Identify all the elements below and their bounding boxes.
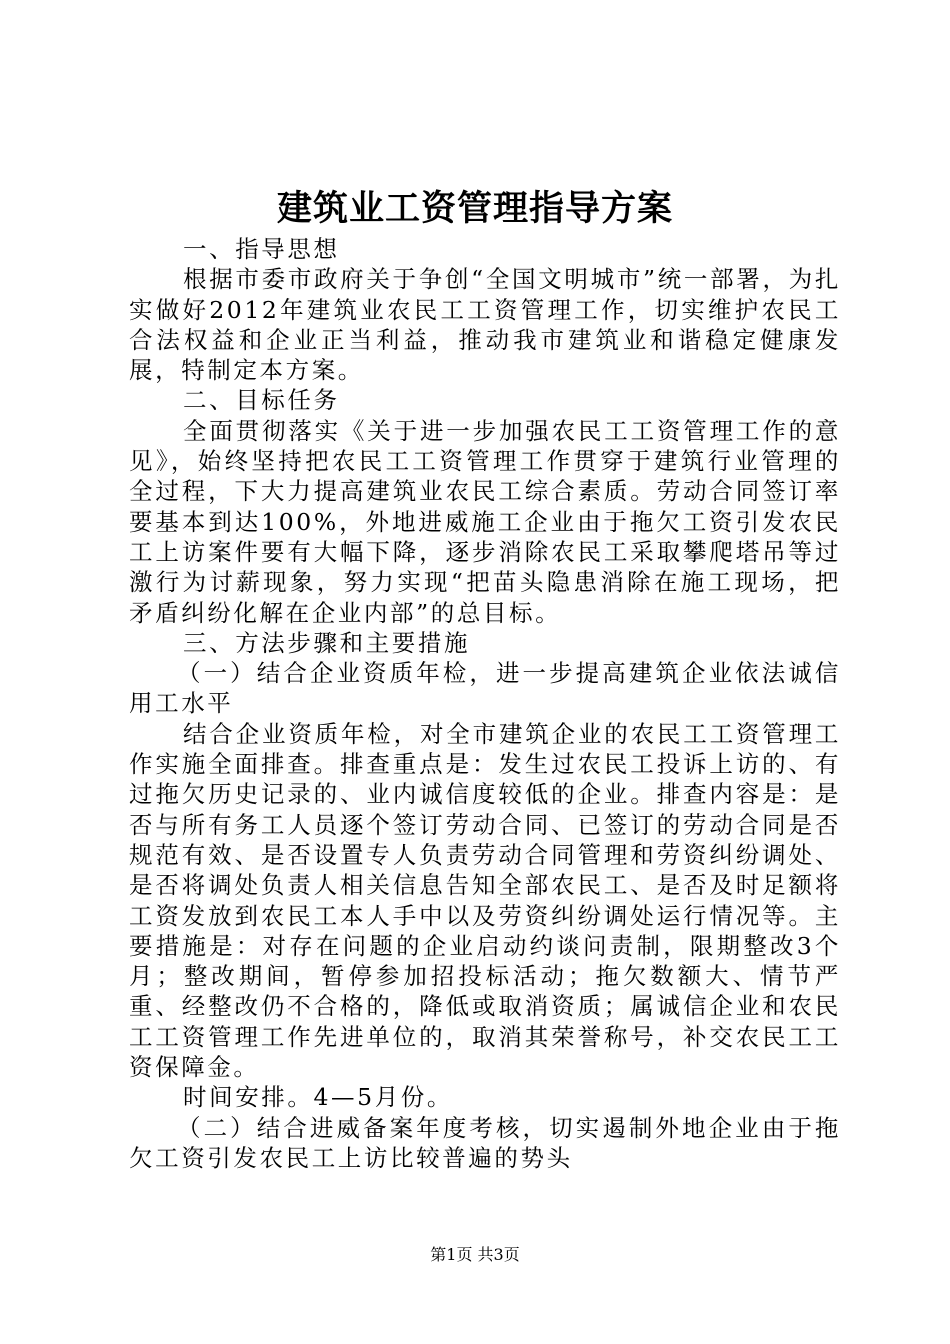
subsection-heading: （一）结合企业资质年检，进一步提高建筑企业依法诚信用工水平	[129, 659, 841, 718]
page-footer: 第1页 共3页	[430, 1245, 520, 1264]
paragraph: 全面贯彻落实《关于进一步加强农民工工资管理工作的意见》，始终坚持把农民工工资管理工作贯穿于建筑行业管理的全过程，下大力提高建筑业农民工综合素质。劳动合同签订率要基本到达100%，外地进威施工企业由于拖欠工资引发农民工上访案件要有大幅下降，逐步消除农民工采取攀爬塔吊等过激行为讨薪现象，努力实现“把苗头隐患消除在施工现场，把矛盾纠纷化解在企业内部”的总目标。	[129, 416, 841, 627]
section-heading: 三、方法步骤和主要措施	[183, 628, 471, 657]
section-heading: 二、目标任务	[183, 386, 340, 415]
subsection-heading: （二）结合进威备案年度考核，切实遏制外地企业由于拖欠工资引发农民工上访比较普遍的势头	[129, 1113, 841, 1172]
paragraph: 根据市委市政府关于争创“全国文明城市”统一部署，为扎实做好2012年建筑业农民工工资管理工作，切实维护农民工合法权益和企业正当利益，推动我市建筑业和谐稳定健康发展，特制定本方案。	[129, 265, 841, 385]
section-heading: 一、指导思想	[183, 235, 340, 263]
paragraph: 结合企业资质年检，对全市建筑企业的农民工工资管理工作实施全面排查。排查重点是：发生过农民工投诉上访的、有过拖欠历史记录的、业内诚信度较低的企业。排查内容是：是否与所有务工人员逐个签订劳动合同、已签订的劳动合同是否规范有效、是否设置专人负责劳动合同管理和劳资纠纷调处、是否将调处负责人相关信息告知全部农民工、是否及时足额将工资发放到农民工本人手中以及劳资纠纷调处运行情况等。主要措施是：对存在问题的企业启动约谈问责制，限期整改3个月；整改期间，暂停参加招投标活动；拖欠数额大、情节严重、经整改仍不合格的，降低或取消资质；属诚信企业和农民工工资管理工作先进单位的，取消其荣誉称号，补交农民工工资保障金。	[129, 719, 841, 1082]
paragraph: 时间安排。4—5月份。	[183, 1083, 454, 1112]
document-body	[129, 234, 841, 1173]
document-title: 建筑业工资管理指导方案	[276, 188, 673, 229]
